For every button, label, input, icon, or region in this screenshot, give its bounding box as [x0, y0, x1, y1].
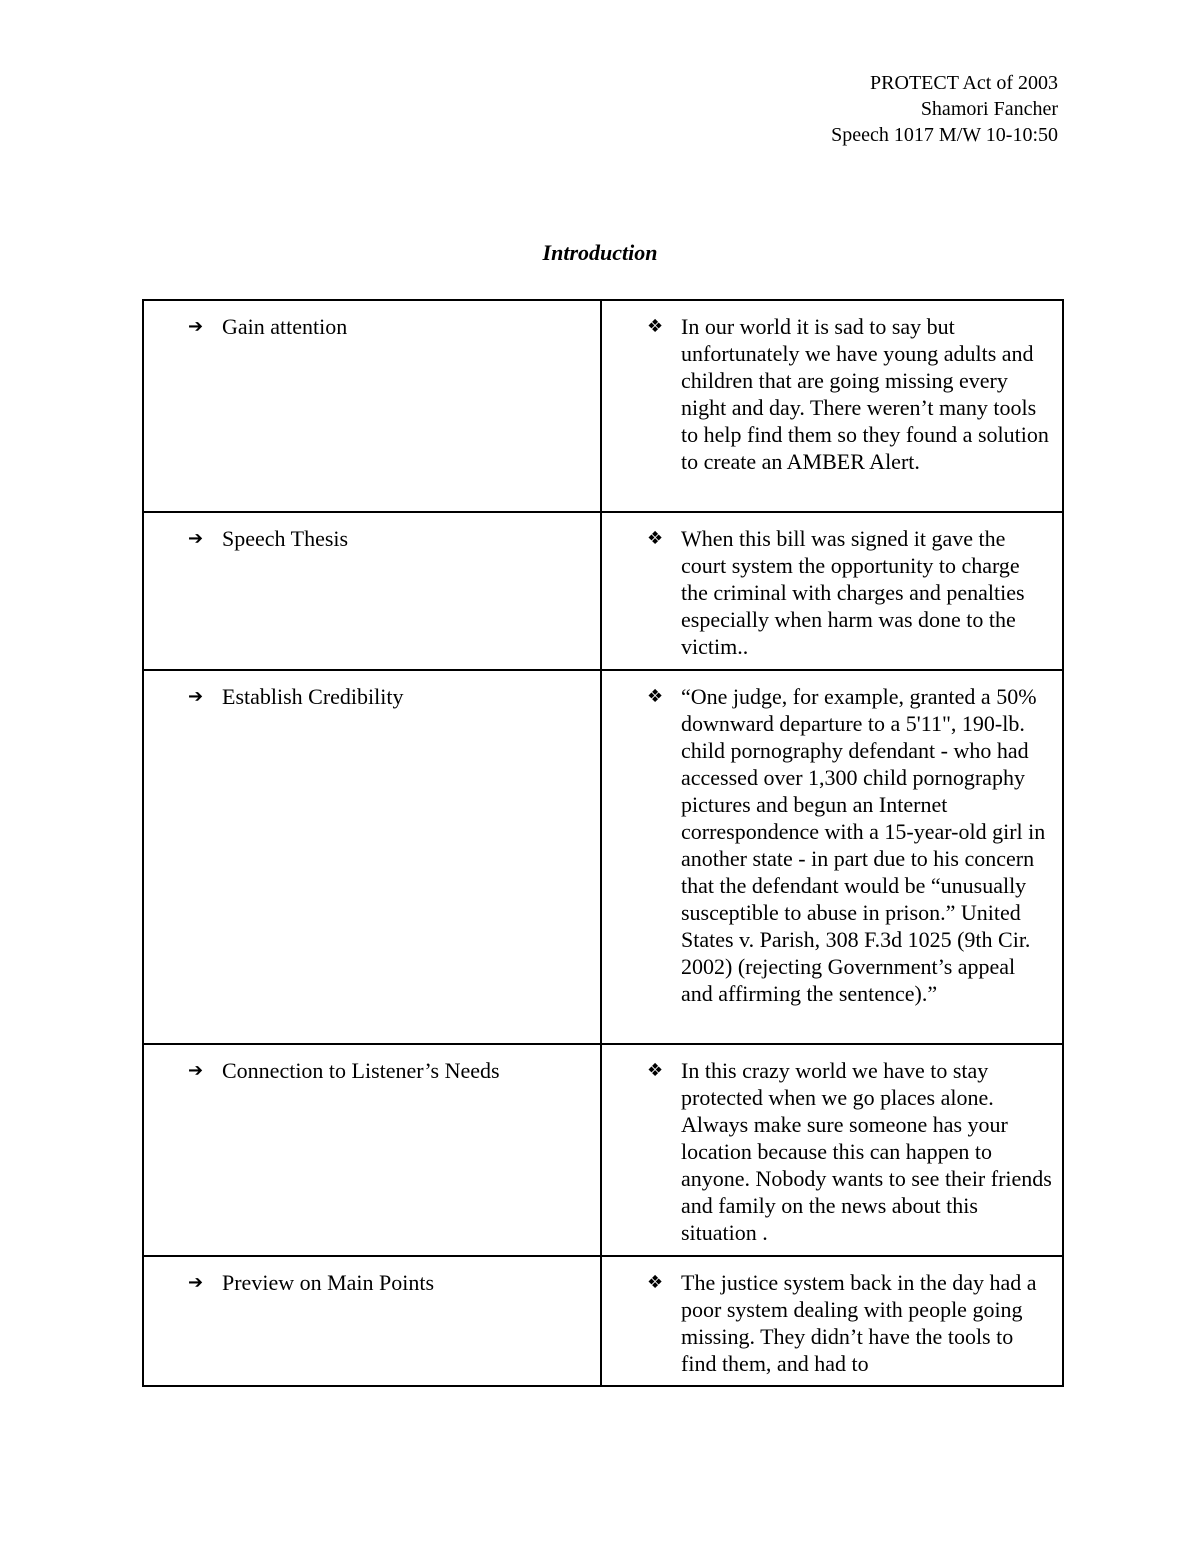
- label-cell: [143, 300, 601, 512]
- table-row: [143, 1256, 1063, 1386]
- row-label: Speech Thesis: [222, 526, 349, 551]
- row-content: In this crazy world we have to stay protected when we go places alone. Always make sure someone has your location because this can happen to anyone. Nobody wants to see their friends and family on the news about this situation .: [681, 1058, 1052, 1245]
- label-cell: [143, 670, 601, 1044]
- row-label: Connection to Listener’s Needs: [222, 1058, 500, 1083]
- arrow-icon: ➔: [188, 686, 204, 707]
- diamond-bullet-icon: ❖: [647, 1272, 664, 1293]
- arrow-icon: ➔: [188, 316, 204, 337]
- diamond-bullet-icon: ❖: [647, 316, 664, 337]
- table-row: [143, 512, 1063, 670]
- content-cell: [601, 1044, 1063, 1256]
- content-cell: [601, 512, 1063, 670]
- row-content: In our world it is sad to say but unfortunately we have young adults and children that are going missing every night and day. There weren’t many tools to help find them so they found a solution to create an AMBER Alert.: [681, 314, 1049, 474]
- diamond-bullet-icon: ❖: [647, 686, 664, 707]
- header-title: PROTECT Act of 2003: [870, 72, 1058, 94]
- row-content: When this bill was signed it gave the court system the opportunity to charge the criminal with charges and penalties especially when harm was done to the victim..: [681, 526, 1025, 659]
- label-cell: [143, 512, 601, 670]
- content-cell: [601, 670, 1063, 1044]
- header-course: Speech 1017 M/W 10-10:50: [831, 124, 1058, 146]
- row-label: Gain attention: [222, 314, 348, 339]
- header-author: Shamori Fancher: [920, 98, 1058, 120]
- diamond-bullet-icon: ❖: [647, 1060, 664, 1081]
- row-label: Establish Credibility: [222, 684, 404, 709]
- document-header: [831, 70, 1058, 148]
- arrow-icon: ➔: [188, 1060, 204, 1081]
- diamond-bullet-icon: ❖: [647, 528, 664, 549]
- row-label: Preview on Main Points: [222, 1270, 435, 1295]
- arrow-icon: ➔: [188, 528, 204, 549]
- table-row: [143, 1044, 1063, 1256]
- row-content: The justice system back in the day had a poor system dealing with people going missing. They didn’t have the tools to find them, and had to: [681, 1270, 1037, 1376]
- label-cell: [143, 1256, 601, 1386]
- row-content: “One judge, for example, granted a 50% downward departure to a 5'11", 190-lb. child pornography defendant - who had accessed over 1,300 child pornography pictures and begun an Internet correspondence with a 15-year-old girl in another state - in part due to his concern that the defendant would be “unusually susceptible to abuse in prison.” United States v. Parish, 308 F.3d 1025 (9th Cir. 2002) (rejecting Government’s appeal and affirming the sentence).”: [681, 684, 1046, 1006]
- section-title: Introduction: [542, 240, 658, 265]
- content-cell: [601, 1256, 1063, 1386]
- arrow-icon: ➔: [188, 1272, 204, 1293]
- outline-table: [142, 299, 1064, 1387]
- label-cell: [143, 1044, 601, 1256]
- table-row: [143, 670, 1063, 1044]
- content-cell: [601, 300, 1063, 512]
- table-row: [143, 300, 1063, 512]
